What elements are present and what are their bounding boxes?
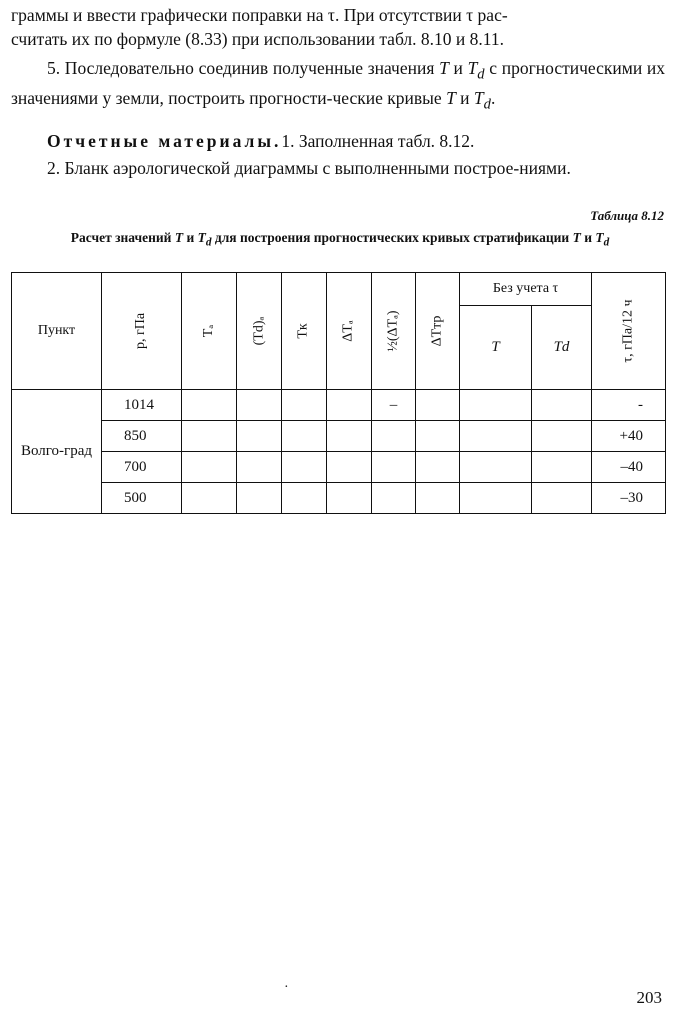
cell-empty [327,452,372,483]
paragraph-4 [11,157,665,181]
cell-empty [416,390,460,421]
station-name [12,390,102,514]
header-half-dTa: ½(ΔTₐ) [385,310,401,352]
cell-empty [327,483,372,514]
header-Tda: (Td)ₐ [251,316,266,346]
table-label: Таблица 8.12 [590,208,664,223]
cell-half [372,483,416,514]
paragraph-3-text: 1. Заполненная табл. 8.12. [281,131,475,151]
page-number: 203 [636,988,662,1007]
paragraph-2-text-e: и [455,88,474,108]
header-point: Пункт [12,273,102,390]
symbol-T: T [439,58,449,78]
header-Tda-cell [237,273,282,390]
caption-text-e: и [580,230,596,245]
cell-empty [416,452,460,483]
symbol-Td: T [473,88,484,108]
cell-half [372,452,416,483]
header-p-cell [102,273,182,390]
caption-text-a: Расчет значений [70,230,175,245]
cell-empty [532,421,592,452]
cell-empty [282,390,327,421]
header-Tk-cell [282,273,327,390]
cell-empty [532,452,592,483]
caption-symbol-Td: T [595,230,604,245]
cell-empty [282,452,327,483]
header-Td: Td [532,305,592,389]
header-Ta-cell [182,273,237,390]
caption-text-c: для построения прогностических кривых стратификации [211,230,573,245]
cell-empty [460,390,532,421]
caption-subscript-d: d [205,236,212,249]
cell-half: – [372,390,416,421]
table-row [12,483,666,514]
table-row [12,452,666,483]
cell-empty [237,390,282,421]
paragraph-3 [11,130,665,154]
cell-half [372,421,416,452]
subscript-d: d [477,66,485,83]
symbol-T: T [446,88,456,108]
cell-empty [327,390,372,421]
cell-empty [282,421,327,452]
header-dTa: ΔTₐ [340,320,356,342]
cell-empty [416,483,460,514]
cell-tau: –40 [592,452,666,483]
paragraph-2-text-f: . [490,88,496,108]
header-T: T [460,305,532,389]
header-dTtr: ΔTтр [429,315,445,347]
cell-p: 1014 [102,390,182,421]
cell-p: 700 [102,452,182,483]
cell-empty [416,421,460,452]
caption-subscript-d: d [603,236,610,249]
header-p: p, гПа [133,312,149,350]
cell-tau: - [592,390,666,421]
header-dTa-cell [327,273,372,390]
header-tau-cell [592,273,666,390]
cell-empty [237,421,282,452]
header-tau: τ, гПа/12 ч [620,299,636,363]
cell-empty [182,421,237,452]
paragraph-2 [11,57,665,117]
cell-empty [282,483,327,514]
header-no-tau: Без учета τ [460,273,592,306]
cell-empty [327,421,372,452]
paragraph-1-line-2: считать их по формуле (8.33) при использовании табл. 8.10 и 8.11. [11,28,504,49]
cell-empty [182,390,237,421]
cell-tau: +40 [592,421,666,452]
paragraph-1 [11,4,665,51]
table-caption [40,229,640,252]
cell-empty [460,452,532,483]
caption-symbol-Td: T [197,230,206,245]
paragraph-4-text: 2. Бланк аэрологической диаграммы с выполненными построе-ниями. [47,158,571,178]
subscript-d: d [483,96,491,113]
caption-symbol-T: T [572,230,581,245]
table-8-12 [11,272,666,514]
symbol-Td: T [467,58,478,78]
cell-p: 500 [102,483,182,514]
header-half-dTa-cell [372,273,416,390]
cell-p: 850 [102,421,182,452]
header-dTtr-cell [416,273,460,390]
header-Ta: Tₐ [200,324,216,338]
cell-empty [460,483,532,514]
cell-empty [182,483,237,514]
paragraph-2-text-b: и [448,58,468,78]
cell-tau: –30 [592,483,666,514]
paragraph-2-text-a: 5. Последовательно соединив полученные значения [47,58,440,78]
header-Tk: Tк [295,323,311,339]
cell-empty [182,452,237,483]
paragraph-2-text-c: с прогностическими их значениями у земли, построить прогности-ческие кривые [11,58,665,108]
caption-text-b: и [183,230,198,245]
cell-empty [532,483,592,514]
cell-empty [237,452,282,483]
footer-dot: · [284,980,289,995]
report-materials-heading: Отчетные материалы. [47,131,282,151]
cell-empty [532,390,592,421]
station-label: Волго-град [20,443,92,459]
table-row [12,421,666,452]
paragraph-1-line-1: граммы и ввести графически поправки на τ. При отсутствии τ рас- [11,5,508,25]
cell-empty [237,483,282,514]
cell-empty [460,421,532,452]
table-row [12,390,666,421]
caption-symbol-T: T [174,230,184,245]
